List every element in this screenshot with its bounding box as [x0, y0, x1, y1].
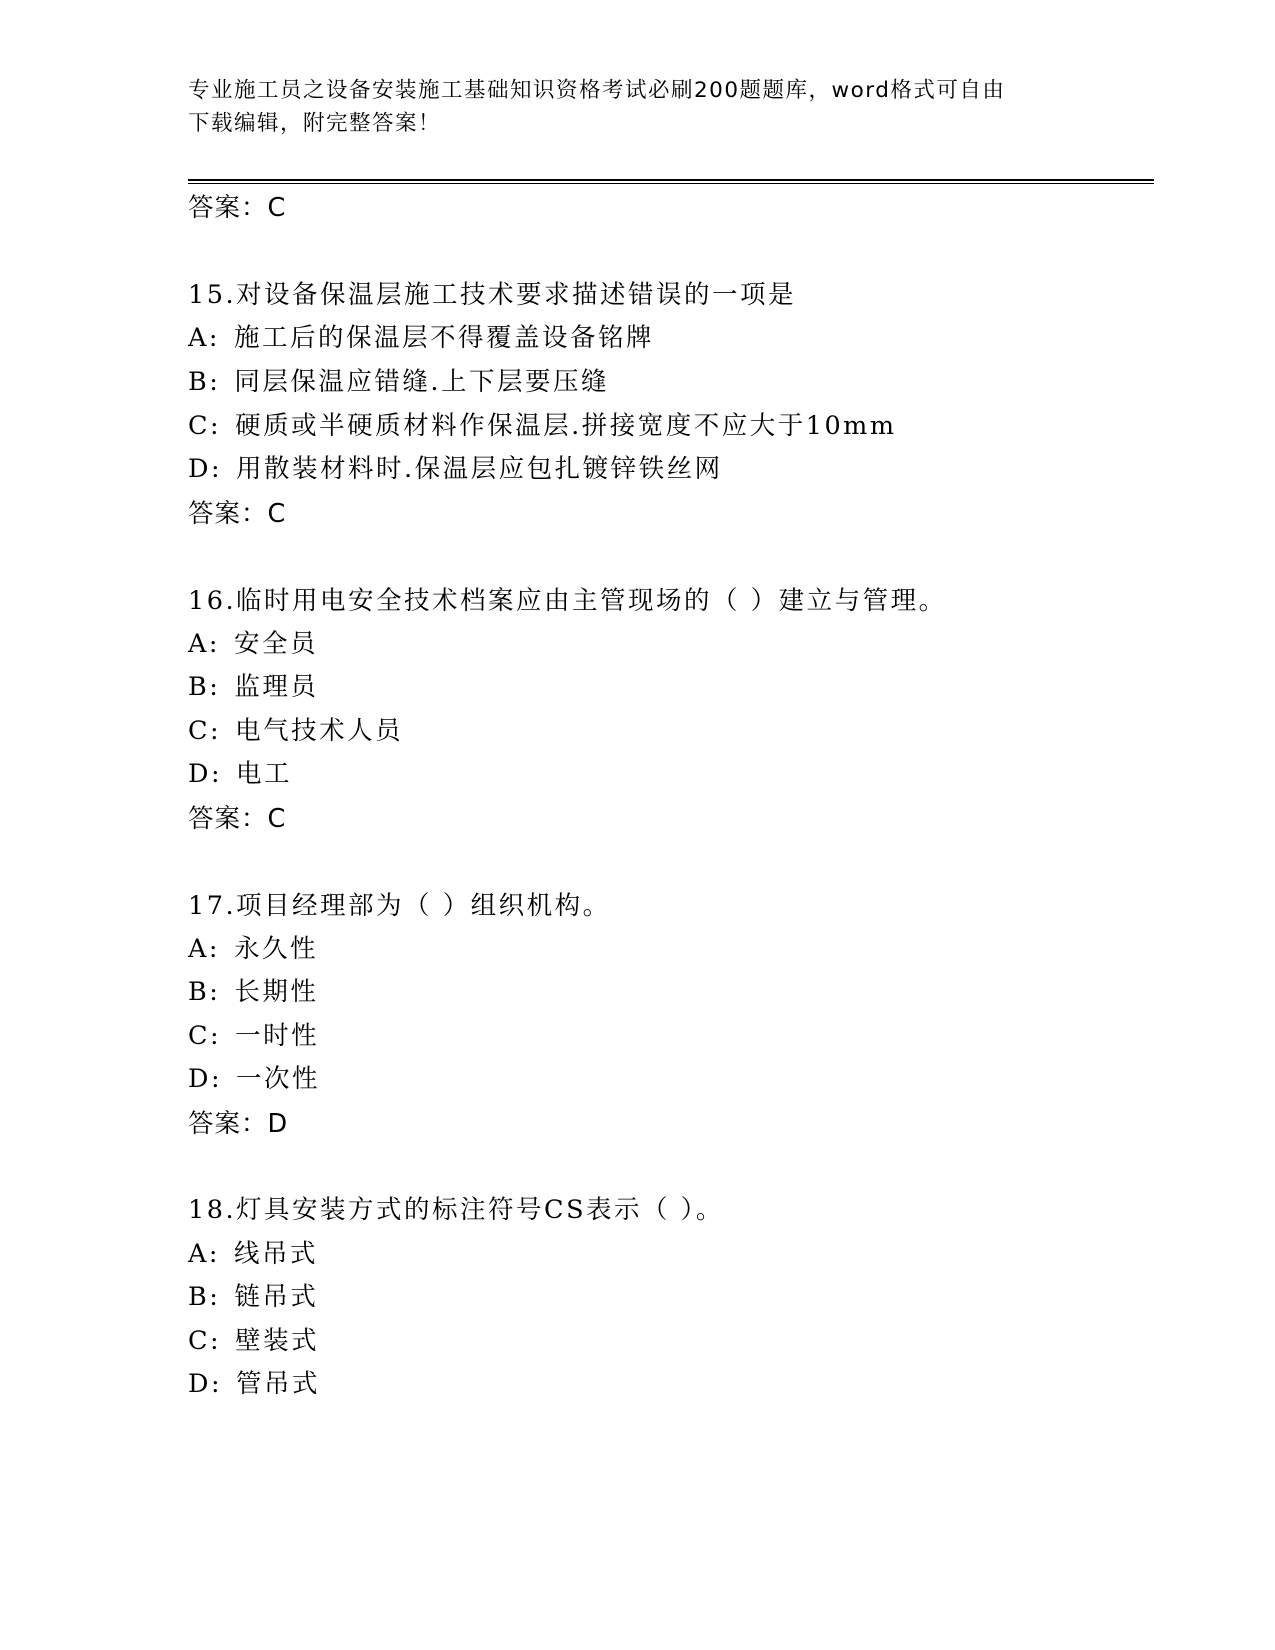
option-key: C:: [188, 411, 222, 441]
option-line: [188, 975, 318, 1009]
option-key: B:: [188, 977, 221, 1007]
option-key: D:: [188, 1369, 223, 1399]
answer-label: 答案：: [188, 193, 268, 223]
option-line: [188, 321, 654, 355]
question-stem: 15.对设备保温层施工技术要求描述错误的一项是: [188, 280, 797, 310]
option-text: 安全员: [234, 629, 319, 659]
option-text: 链吊式: [234, 1282, 319, 1312]
option-key: A:: [188, 323, 221, 353]
header-divider-thin: [188, 183, 1154, 184]
option-line: [188, 365, 609, 399]
option-key: C:: [188, 716, 222, 746]
option-text: 硬质或半硬质材料作保温层.拼接宽度不应大于10mm: [235, 411, 897, 441]
option-text: 管吊式: [236, 1369, 321, 1399]
option-line: [188, 627, 318, 661]
option-line: [188, 452, 723, 486]
question-stem: 17.项目经理部为（ ）组织机构。: [188, 891, 611, 921]
answer-line: [188, 802, 286, 836]
option-key: A:: [188, 1239, 221, 1269]
option-key: D:: [188, 1064, 223, 1094]
answer-line: [188, 497, 286, 531]
answer-value: C: [267, 193, 287, 223]
option-line: [188, 1367, 320, 1401]
option-line: [188, 932, 318, 966]
option-text: 长期性: [234, 977, 319, 1007]
option-line: [188, 670, 318, 704]
option-line: [188, 1019, 319, 1053]
answer-value: C: [267, 499, 287, 529]
option-text: 电工: [236, 759, 293, 789]
answer-value: C: [267, 804, 287, 834]
option-key: D:: [188, 759, 223, 789]
answer-label: 答案：: [188, 1109, 268, 1139]
option-key: C:: [188, 1021, 222, 1051]
option-text: 监理员: [234, 672, 319, 702]
option-key: B:: [188, 672, 221, 702]
option-line: [188, 409, 897, 443]
option-text: 线吊式: [234, 1239, 319, 1269]
question-stem: 18.灯具安装方式的标注符号CS表示（ ）。: [188, 1195, 724, 1225]
answer-label: 答案：: [188, 499, 268, 529]
option-key: B:: [188, 1282, 221, 1312]
question-stem: 16.临时用电安全技术档案应由主管现场的（ ）建立与管理。: [188, 586, 947, 616]
option-text: 一时性: [235, 1021, 320, 1051]
option-line: [188, 1062, 320, 1096]
option-text: 用散装材料时.保温层应包扎镀锌铁丝网: [236, 454, 723, 484]
option-key: D:: [188, 454, 223, 484]
header-divider-thick: [188, 179, 1154, 181]
option-line: [188, 757, 292, 791]
option-text: 施工后的保温层不得覆盖设备铭牌: [234, 323, 655, 353]
option-key: A:: [188, 629, 221, 659]
answer-line: [188, 191, 286, 225]
answer-line: [188, 1107, 288, 1141]
header-line-1: 专业施工员之设备安装施工基础知识资格考试必刷200题题库，word格式可自由: [188, 78, 1006, 103]
option-text: 壁装式: [235, 1326, 320, 1356]
option-text: 永久性: [234, 934, 319, 964]
option-line: [188, 1324, 319, 1358]
option-text: 一次性: [236, 1064, 321, 1094]
header-line-2: 下载编辑，附完整答案！: [188, 111, 442, 136]
option-key: A:: [188, 934, 221, 964]
answer-label: 答案：: [188, 804, 268, 834]
option-text: 电气技术人员: [235, 716, 404, 746]
option-text: 同层保温应错缝.上下层要压缝: [234, 367, 609, 397]
option-line: [188, 714, 403, 748]
option-line: [188, 1237, 318, 1271]
option-line: [188, 1280, 318, 1314]
document-header: [188, 74, 1088, 140]
option-key: B:: [188, 367, 221, 397]
answer-value: D: [267, 1109, 289, 1139]
option-key: C:: [188, 1326, 222, 1356]
